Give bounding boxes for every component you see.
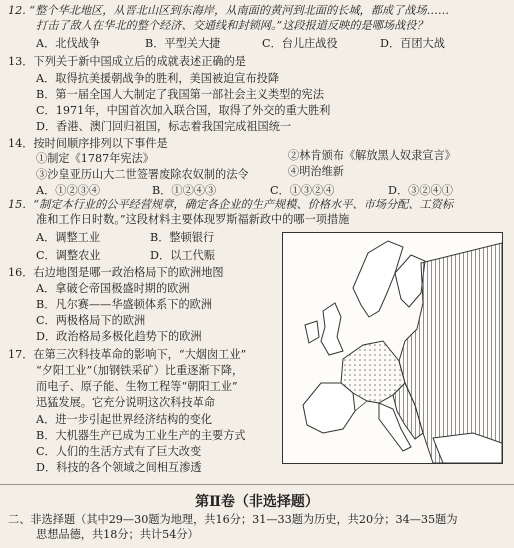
q14-event-4: ④明治维新 bbox=[288, 165, 344, 178]
q14-event-2: ②林肯颁布《解放黑人奴隶宣言》 bbox=[288, 149, 456, 162]
q15-stem-line1: 15．“制定本行业的公平经营规章，确定各企业的生产规模、价格水平、市场分配、工资标 bbox=[8, 198, 454, 211]
q17-option-a: A．进一步引起世界经济结构的变化 bbox=[36, 413, 212, 426]
q17-stem-line2: “夕阳工业”（加钢铁采矿）比重逐渐下降， bbox=[36, 364, 244, 377]
q12-stem-line2: 打击了敌人在华北的整个经济、交通线和封锁网。”这段报道反映的是哪场战役？ bbox=[36, 19, 428, 32]
q16-option-a: A．拿破仑帝国极盛时期的欧洲 bbox=[36, 282, 190, 295]
q13-option-b: B．第一届全国人大制定了我国第一部社会主义类型的宪法 bbox=[36, 88, 324, 101]
q16-option-d: D．政治格局多极化趋势下的欧洲 bbox=[36, 330, 202, 343]
q12-stem-line1: 12. “整个华北地区，从晋北山区到东海岸，从南面的黄河到北面的长城，都成了战场…… bbox=[8, 4, 450, 17]
section2-title: 第Ⅱ卷（非选择题） bbox=[195, 494, 319, 510]
q17-option-c: C．人们的生活方式有了巨大改变 bbox=[36, 445, 202, 458]
q17-stem-line3: 而电子、原子能、生物工程等“朝阳工业” bbox=[36, 380, 238, 393]
q12-option-d: D．百团大战 bbox=[380, 37, 445, 50]
q13-stem: 13．下列关于新中国成立后的成就表述正确的是 bbox=[8, 55, 246, 68]
q15-option-b: B．整顿银行 bbox=[150, 231, 215, 244]
q14-option-c: C．①③②④ bbox=[270, 184, 335, 197]
europe-map-drawing bbox=[283, 233, 502, 463]
q17-option-b: B．大机器生产已成为工业生产的主要方式 bbox=[36, 429, 246, 442]
q14-option-b: B．①②④③ bbox=[152, 184, 217, 197]
q13-option-a: A．取得抗美援朝战争的胜利，美国被迫宣布投降 bbox=[36, 72, 280, 85]
europe-map bbox=[282, 232, 503, 464]
q17-option-d: D．科技的各个领域之间相互渗透 bbox=[36, 461, 202, 474]
q17-stem-line1: 17．在第三次科技革命的影响下，“大烟囱工业” bbox=[8, 348, 247, 361]
q15-option-c: C．调整农业 bbox=[36, 249, 101, 262]
q16-option-b: B．凡尔赛——华盛顿体系下的欧洲 bbox=[36, 298, 213, 311]
q14-option-a: A．①②③④ bbox=[36, 184, 101, 197]
q12-option-c: C．台儿庄战役 bbox=[262, 37, 338, 50]
q16-stem: 16．右边地图是哪一政治格局下的欧洲地图 bbox=[8, 266, 224, 279]
q14-stem: 14．按时间顺序排列以下事件是 bbox=[8, 137, 168, 150]
q14-event-1: ①制定《1787年宪法》 bbox=[36, 152, 154, 165]
q17-stem-line4: 迅猛发展。它充分说明这次科技革命 bbox=[36, 396, 216, 409]
q14-event-3: ③沙皇亚历山大二世签署废除农奴制的法令 bbox=[36, 168, 249, 181]
q13-option-c: C．1971年，中国首次加入联合国，取得了外交的重大胜利 bbox=[36, 104, 331, 117]
q14-option-d: D．③②④① bbox=[388, 184, 453, 197]
q12-option-a: A．北伐战争 bbox=[36, 37, 101, 50]
q13-option-d: D．香港、澳门回归祖国，标志着我国完成祖国统一 bbox=[36, 120, 292, 133]
section2-instructions-line1: 二、非选择题（其中29—30题为地理，共16分；31—33题为历史，共20分；34—35题为 bbox=[8, 513, 458, 526]
q16-option-c: C．两极格局下的欧洲 bbox=[36, 314, 146, 327]
section2-instructions-line2: 思想品德，共18分；共计54分） bbox=[36, 528, 199, 541]
q15-option-d: D．以工代赈 bbox=[150, 249, 215, 262]
section-divider bbox=[0, 484, 514, 485]
q15-option-a: A．调整工业 bbox=[36, 231, 101, 244]
q15-stem-line2: 准和工作日时数。”这段材料主要体现罗斯福新政中的哪一项措施 bbox=[36, 213, 350, 226]
q12-option-b: B．平型关大捷 bbox=[145, 37, 221, 50]
